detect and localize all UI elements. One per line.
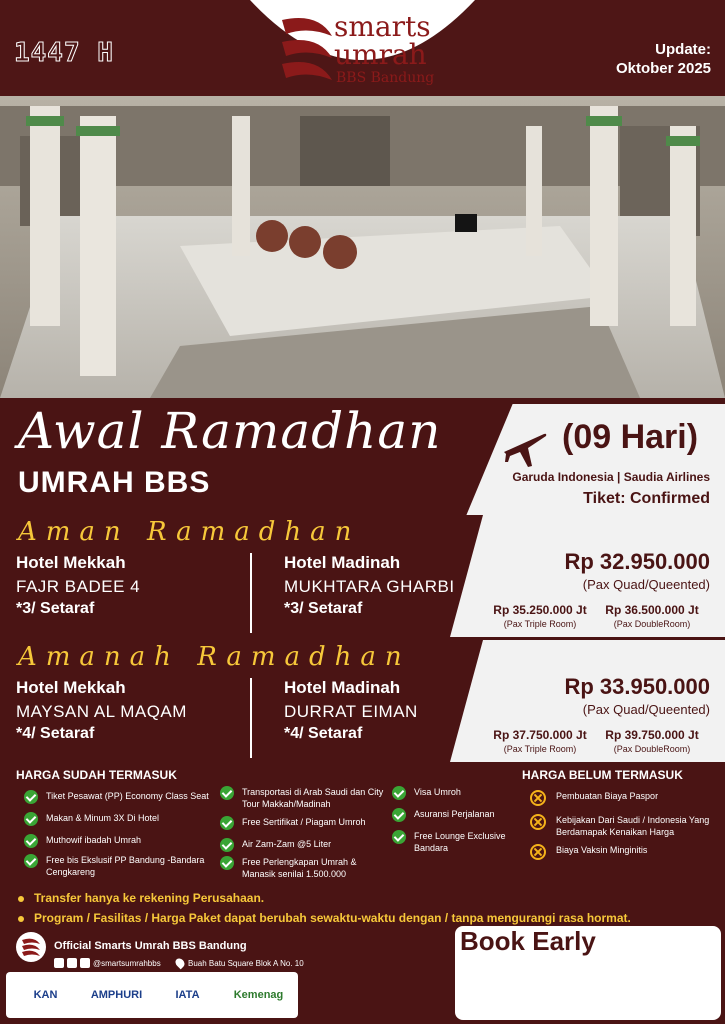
check-icon bbox=[24, 834, 38, 848]
excluded-item: Pembuatan Biaya Paspor bbox=[530, 790, 720, 806]
check-icon bbox=[220, 816, 234, 830]
iata-badge: IATA bbox=[175, 989, 200, 1001]
excluded-heading: HARGA BELUM TERMASUK bbox=[522, 768, 683, 782]
x-icon bbox=[530, 814, 546, 830]
amphuri-badge: AMPHURI bbox=[90, 989, 143, 1001]
check-icon bbox=[392, 830, 406, 844]
social-links bbox=[54, 958, 161, 968]
kemenag-badge: Kemenag bbox=[233, 989, 284, 1001]
footer-logo-icon bbox=[16, 932, 46, 962]
included-item: Free Lounge Exclusive Bandara bbox=[392, 830, 522, 854]
book-early-button[interactable]: Book Early bbox=[460, 926, 596, 956]
divider bbox=[250, 678, 252, 758]
price-triple bbox=[480, 603, 600, 629]
price-triple-note: (Pax Triple Room) bbox=[503, 619, 577, 629]
hotel-label: Hotel Madinah bbox=[284, 678, 401, 697]
notes bbox=[18, 888, 631, 928]
tiktok-icon[interactable] bbox=[67, 958, 77, 968]
check-icon bbox=[220, 786, 234, 800]
package-name: Amanah Ramadhan bbox=[18, 642, 411, 672]
hotel-name: DURRAT EIMAN bbox=[284, 702, 418, 721]
hotel-label: Hotel Mekkah bbox=[16, 678, 126, 697]
check-icon bbox=[24, 790, 38, 804]
title-script: Awal Ramadhan bbox=[18, 402, 442, 460]
masjid-al-haram-photo bbox=[0, 96, 725, 398]
accreditation-badges bbox=[6, 972, 298, 1018]
update-label: Update: bbox=[655, 41, 711, 58]
included-item: Transportasi di Arab Saudi dan City Tour Makkah/Madinah bbox=[220, 786, 390, 810]
hotel-mekkah bbox=[16, 678, 256, 743]
update-date: Oktober 2025 bbox=[615, 60, 711, 77]
included-item: Makan & Minum 3X Di Hotel bbox=[24, 812, 214, 826]
check-icon bbox=[24, 854, 38, 868]
logo-text-smarts: smarts bbox=[334, 10, 431, 43]
bullet-icon bbox=[18, 896, 24, 902]
trip-duration: (09 Hari) bbox=[562, 418, 699, 456]
airplane-icon bbox=[500, 422, 548, 470]
hotel-label: Hotel Madinah bbox=[284, 553, 401, 572]
instagram-icon[interactable] bbox=[80, 958, 90, 968]
price-double-note: (Pax DoubleRoom) bbox=[613, 744, 691, 754]
hotel-rating: *3/ Setaraf bbox=[16, 600, 95, 617]
airlines: Garuda Indonesia | Saudia Airlines bbox=[512, 470, 710, 484]
address bbox=[176, 958, 304, 968]
hotel-rating: *3/ Setaraf bbox=[284, 600, 363, 617]
included-item: Asuransi Perjalanan bbox=[392, 808, 522, 822]
check-icon bbox=[220, 838, 234, 852]
excluded-item: Kebijakan Dari Saudi / Indonesia Yang Berdamapak Kenaikan Harga bbox=[530, 814, 720, 838]
x-icon bbox=[530, 844, 546, 860]
package-card bbox=[0, 515, 725, 635]
social-handle[interactable]: @smartsumrahbbs bbox=[93, 958, 161, 968]
included-item: Free bis Ekslusif PP Bandung -Bandara Cengkareng bbox=[24, 854, 214, 878]
address-text: Buah Batu Square Blok A No. 10 bbox=[188, 958, 304, 968]
hotel-rating: *4/ Setaraf bbox=[284, 725, 363, 742]
hotel-rating: *4/ Setaraf bbox=[16, 725, 95, 742]
header bbox=[0, 0, 725, 96]
price-quad: Rp 33.950.000 bbox=[564, 674, 710, 699]
price-double-note: (Pax DoubleRoom) bbox=[613, 619, 691, 629]
brand-logo bbox=[278, 8, 458, 88]
price-double bbox=[592, 603, 712, 629]
package-name: Aman Ramadhan bbox=[18, 517, 361, 547]
ticket-status: Tiket: Confirmed bbox=[583, 490, 710, 507]
package-card bbox=[0, 640, 725, 760]
hotel-mekkah bbox=[16, 553, 256, 618]
price-double-value: Rp 36.500.000 Jt bbox=[605, 603, 699, 617]
price-triple-note: (Pax Triple Room) bbox=[503, 744, 577, 754]
price-double-value: Rp 39.750.000 Jt bbox=[605, 728, 699, 742]
price-double bbox=[592, 728, 712, 754]
included-item: Muthowif ibadah Umrah bbox=[24, 834, 214, 848]
bullet-icon bbox=[18, 916, 24, 922]
price-triple-value: Rp 37.750.000 Jt bbox=[493, 728, 587, 742]
check-icon bbox=[24, 812, 38, 826]
note-item: Transfer hanya ke rekening Perusahaan. bbox=[18, 888, 631, 908]
price-quad-note: (Pax Quad/Queented) bbox=[582, 702, 710, 717]
update-info bbox=[616, 40, 711, 78]
kan-badge: KAN bbox=[33, 989, 58, 1001]
hotel-label: Hotel Mekkah bbox=[16, 553, 126, 572]
note-item: Program / Fasilitas / Harga Paket dapat berubah sewaktu-waktu dengan / tanpa mengurangi rasa hormat. bbox=[18, 908, 631, 928]
location-pin-icon bbox=[174, 957, 187, 970]
included-heading: HARGA SUDAH TERMASUK bbox=[16, 768, 177, 782]
logo-text-bbs: BBS Bandung bbox=[336, 70, 435, 86]
hotel-name: MAYSAN AL MAQAM bbox=[16, 702, 187, 721]
check-icon bbox=[392, 786, 406, 800]
included-item: Visa Umroh bbox=[392, 786, 522, 800]
title-subtitle: UMRAH BBS bbox=[18, 466, 211, 499]
hotel-name: MUKHTARA GHARBI bbox=[284, 577, 455, 596]
excluded-item: Biaya Vaksin Minginitis bbox=[530, 844, 720, 860]
official-account: Official Smarts Umrah BBS Bandung bbox=[54, 940, 247, 952]
included-item: Air Zam-Zam @5 Liter bbox=[220, 838, 390, 852]
included-item: Free Perlengkapan Umrah & Manasik senilai 1.500.000 bbox=[220, 856, 390, 880]
price-quad-note: (Pax Quad/Queented) bbox=[582, 577, 710, 592]
divider bbox=[250, 553, 252, 633]
hijri-year: 1447 H bbox=[14, 38, 114, 68]
logo-text-umrah: umrah bbox=[334, 38, 427, 71]
logo-mark-icon bbox=[278, 12, 334, 84]
check-icon bbox=[392, 808, 406, 822]
price-quad: Rp 32.950.000 bbox=[564, 549, 710, 574]
hotel-name: FAJR BADEE 4 bbox=[16, 577, 141, 596]
included-item: Free Sertifikat / Piagam Umroh bbox=[220, 816, 390, 830]
price-triple bbox=[480, 728, 600, 754]
youtube-icon[interactable] bbox=[54, 958, 64, 968]
included-item: Tiket Pesawat (PP) Economy Class Seat bbox=[24, 790, 224, 804]
price-triple-value: Rp 35.250.000 Jt bbox=[493, 603, 587, 617]
check-icon bbox=[220, 856, 234, 870]
x-icon bbox=[530, 790, 546, 806]
